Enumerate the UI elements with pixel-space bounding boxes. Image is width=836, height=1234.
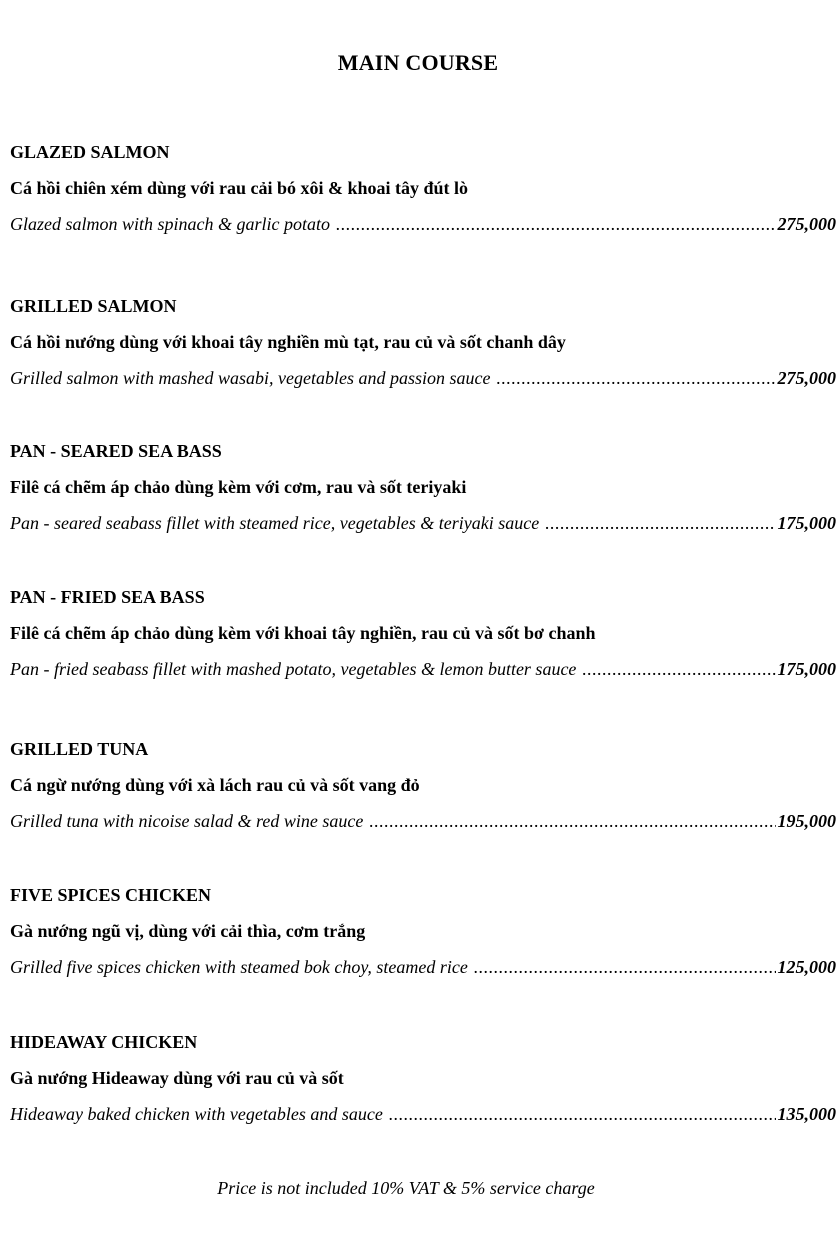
dish-english-description: Pan - seared seabass fillet with steamed rice, vegetables & teriyaki sauce xyxy=(10,513,540,533)
dish-english-row xyxy=(10,213,836,235)
menu-item-grilled-salmon xyxy=(10,295,836,389)
dish-english-description: Pan - fried seabass fillet with mashed potato, vegetables & lemon butter sauce xyxy=(10,659,577,679)
dish-english-description: Glazed salmon with spinach & garlic potato xyxy=(10,214,331,234)
menu-item-hideaway-chicken xyxy=(10,1031,836,1125)
dish-name: GLAZED SALMON xyxy=(10,142,170,162)
dish-english-row xyxy=(10,810,836,832)
dish-price: 275,000 xyxy=(777,214,836,234)
dish-vietnamese-description: Cá hồi chiên xém dùng với rau cải bó xôi & khoai tây đút lò xyxy=(10,178,469,198)
menu-item-grilled-tuna xyxy=(10,738,836,832)
dish-price: 275,000 xyxy=(777,368,836,388)
dish-price: 195,000 xyxy=(777,811,836,831)
menu-item-glazed-salmon xyxy=(10,141,836,235)
dot-leader xyxy=(545,512,775,534)
dish-name: HIDEAWAY CHICKEN xyxy=(10,1032,198,1052)
page-title: MAIN COURSE xyxy=(337,50,499,75)
menu-item-five-spices-chicken xyxy=(10,884,836,978)
dish-vietnamese-description: Gà nướng Hideaway dùng với rau củ và sốt xyxy=(10,1068,344,1088)
dish-english-description: Hideaway baked chicken with vegetables and sauce xyxy=(10,1104,383,1124)
dish-vietnamese-description: Cá ngừ nướng dùng với xà lách rau củ và sốt vang đỏ xyxy=(10,775,420,795)
dish-vietnamese-description: Filê cá chẽm áp chảo dùng kèm với cơm, rau và sốt teriyaki xyxy=(10,477,467,497)
dish-vietnamese-description: Filê cá chẽm áp chảo dùng kèm với khoai tây nghiền, rau củ và sốt bơ chanh xyxy=(10,623,596,643)
menu-item-pan-fried-sea-bass xyxy=(10,586,836,680)
price-note: Price is not included 10% VAT & 5% service charge xyxy=(217,1178,595,1198)
dish-english-row xyxy=(10,1103,836,1125)
dish-english-row xyxy=(10,367,836,389)
dish-price: 175,000 xyxy=(777,659,836,679)
dot-leader xyxy=(336,213,775,235)
dish-english-row xyxy=(10,512,836,534)
dot-leader xyxy=(369,810,775,832)
dot-leader xyxy=(389,1103,776,1125)
dish-name: GRILLED SALMON xyxy=(10,296,177,316)
dish-vietnamese-description: Cá hồi nướng dùng với khoai tây nghiền mù tạt, rau củ và sốt chanh dây xyxy=(10,332,566,352)
dish-name: FIVE SPICES CHICKEN xyxy=(10,885,212,905)
dish-english-description: Grilled five spices chicken with steamed bok choy, steamed rice xyxy=(10,957,468,977)
dish-english-row xyxy=(10,658,836,680)
dish-price: 125,000 xyxy=(777,957,836,977)
dish-english-description: Grilled salmon with mashed wasabi, vegetables and passion sauce xyxy=(10,368,491,388)
dot-leader xyxy=(582,658,775,680)
dish-name: GRILLED TUNA xyxy=(10,739,149,759)
dot-leader xyxy=(496,367,775,389)
dish-english-description: Grilled tuna with nicoise salad & red wine sauce xyxy=(10,811,364,831)
menu-item-pan-seared-sea-bass xyxy=(10,440,836,534)
dot-leader xyxy=(474,956,776,978)
dish-name: PAN - SEARED SEA BASS xyxy=(10,441,222,461)
dish-vietnamese-description: Gà nướng ngũ vị, dùng với cải thìa, cơm trắng xyxy=(10,921,366,941)
dish-price: 175,000 xyxy=(777,513,836,533)
dish-english-row xyxy=(10,956,836,978)
dish-name: PAN - FRIED SEA BASS xyxy=(10,587,205,607)
dish-price: 135,000 xyxy=(777,1104,836,1124)
